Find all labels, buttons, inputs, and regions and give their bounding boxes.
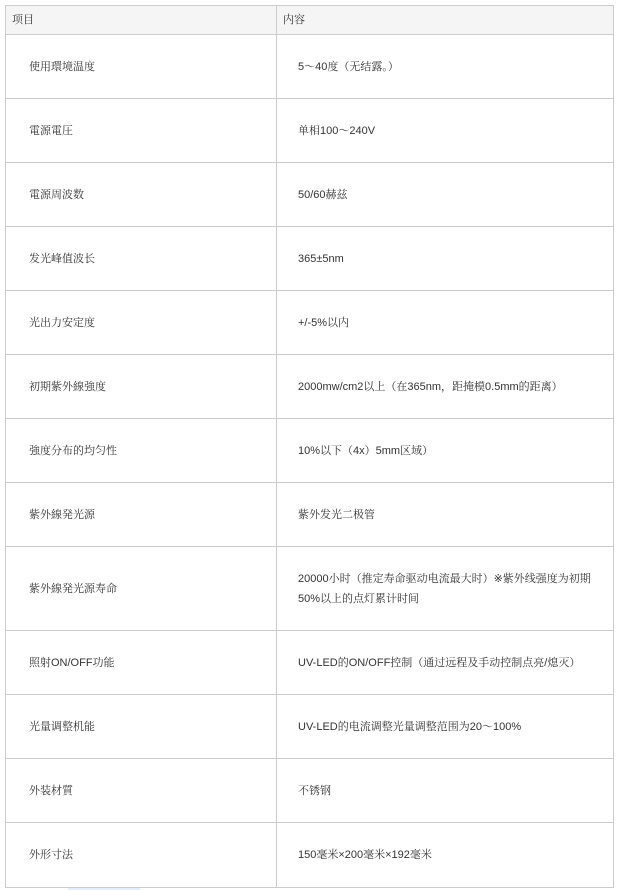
table-row: [6, 163, 613, 227]
row-content-value: +/-5%以内: [298, 316, 350, 329]
table-row: [6, 759, 613, 823]
table-header-row: [6, 6, 613, 35]
row-content-value: 单相100～240V: [298, 124, 376, 137]
table-row: [6, 291, 613, 355]
row-content-value: 不锈钢: [298, 784, 331, 797]
table-row: [6, 631, 613, 695]
table-row: [6, 419, 613, 483]
row-item-label: 紫外線発光源: [6, 483, 277, 546]
header-content: 内容: [283, 14, 305, 26]
row-item-label: 外形寸法: [6, 823, 277, 887]
row-content-value: UV-LED的电流调整光量调整范围为20～100%: [298, 720, 522, 733]
row-item-label: 電源電圧: [6, 99, 277, 162]
row-content-value: 365±5nm: [298, 252, 344, 265]
header-item: 项目: [6, 6, 277, 34]
row-item-label: 照射ON/OFF功能: [6, 631, 277, 694]
row-item-label: 光出力安定度: [6, 291, 277, 354]
row-content-value: 5～40度（无结露。）: [298, 60, 399, 73]
table-row: [6, 355, 613, 419]
table-row: [6, 99, 613, 163]
table-row: [6, 483, 613, 547]
row-content-value: 紫外发光二极管: [298, 508, 375, 521]
row-item-label: 電源周波数: [6, 163, 277, 226]
row-item-label: 紫外線発光源寿命: [6, 547, 277, 630]
row-item-label: 使用環境温度: [6, 35, 277, 98]
table-row: [6, 695, 613, 759]
row-content-value: 2000mw/cm2以上（在365nm，距掩模0.5mm的距离）: [298, 380, 563, 393]
row-item-label: 初期紫外線強度: [6, 355, 277, 418]
row-item-label: 強度分布的均匀性: [6, 419, 277, 482]
row-content-value: UV-LED的ON/OFF控制（通过远程及手动控制点亮/熄灭）: [298, 656, 581, 669]
table-row: [6, 547, 613, 631]
table-row: [6, 227, 613, 291]
row-content-value: 20000小时（推定寿命驱动电流最大时）※紫外线强度为初期50%以上的点灯累计时间: [298, 572, 591, 605]
row-item-label: 外装材質: [6, 759, 277, 822]
row-content-value: 10%以下（4x）5mm区域）: [298, 444, 434, 457]
row-content-value: 150毫米×200毫米×192毫米: [298, 849, 432, 861]
row-item-label: 发光峰值波长: [6, 227, 277, 290]
table-row: [6, 35, 613, 99]
row-item-label: 光量调整机能: [6, 695, 277, 758]
row-content-value: 50/60赫兹: [298, 188, 348, 201]
spec-table: [5, 5, 614, 888]
table-row: [6, 823, 613, 887]
